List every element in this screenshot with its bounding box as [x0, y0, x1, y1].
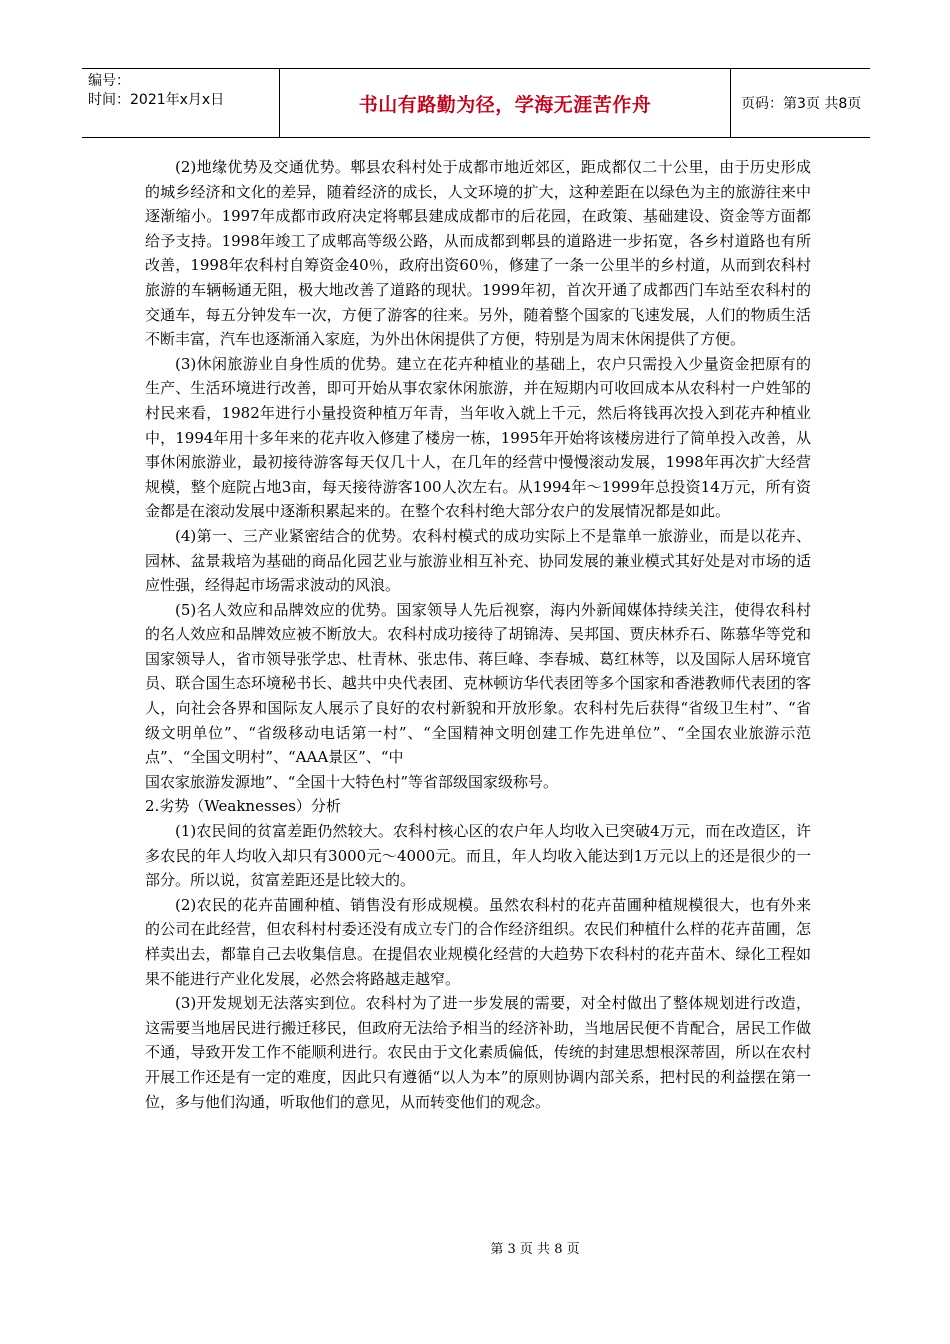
section-heading-weaknesses: 2.劣势（Weaknesses）分析 [145, 797, 341, 816]
paragraph-leisure-tourism: (3)休闲旅游业自身性质的优势。建立在花卉种植业的基础上，农户只需投入少量资金把原有的生产、生活环境进行改善，即可开始从事农家休闲旅游，并在短期内可收回成本从农科村一户姓邹的村民来看，1982年进行小量投资种植万年青，当年收入就上千元，然后将钱再次投入到花卉种植业中，1994年用十多年来的花卉收入修建了楼房一栋，1995年开始将该楼房进行了简单投入改善，从事休闲旅游业，最初接待游客每天仅几十人，在几年的经营中慢慢滚动发展，1998年再次扩大经营规模，整个庭院占地3亩，每天接待游客100人次左右。从1994年～1999年总投资14万元，所有资金都是在滚动发展中逐渐积累起来的。在整个农科村绝大部分农户的发展情况都是如此。 [145, 354, 811, 521]
paragraph-planning: (3)开发规划无法落实到位。农科村为了进一步发展的需要，对全村做出了整体规划进行改造，这需要当地居民进行搬迁移民，但政府无法给予相当的经济补助，当地居民便不肯配合，居民工作做不通，导致开发工作不能顺利进行。农民由于文化素质偏低，传统的封建思想根深蒂固，所以在农村开展工作还是有一定的难度，因此只有遵循“以人为本”的原则协调内部关系，把村民的利益摆在第一位，多与他们沟通，听取他们的意见，从而转变他们的观念。 [145, 994, 811, 1111]
paragraph-no-scale: (2)农民的花卉苗圃种植、销售没有形成规模。虽然农科村的花卉苗圃种植规模很大，也有外来的公司在此经营，但农科村村委还没有成立专门的合作经济组织。农民们种植什么样的花卉苗圃，怎样卖出去，都靠自己去收集信息。在提倡农业规模化经营的大趋势下农科村的花卉苗木、绿化工程如果不能进行产业化发展，必然会将路越走越窄。 [145, 895, 811, 988]
paragraph-celebrity-effect-cont: 国农家旅游发源地”、“全国十大特色村”等省部级国家级称号。 [145, 772, 559, 791]
document-date: 时间：2021年x月x日 [88, 92, 225, 108]
footer-page-number: 第 3 页 共 8 页 [490, 1242, 580, 1257]
paragraph-geo-transport: (2)地缘优势及交通优势。郫县农科村处于成都市地近郊区，距成都仅二十公里，由于历史形成的城乡经济和文化的差异，随着经济的成长，人文环境的扩大，这种差距在以绿色为主的旅游往来中逐渐缩小。1997年成都市政府决定将郫县建成成都市的后花园，在政策、基础建设、资金等方面都给予支持。1998年竣工了成郫高等级公路，从而成都到郫县的道路进一步拓宽，各乡村道路也有所改善，1998年农科村自筹资金40％，政府出资60％，修建了一条一公里半的乡村道，从而到农科村旅游的车辆畅通无阻，极大地改善了道路的现状。1999年初，首次开通了成都西门车站至农科村的交通车，每五分钟发车一次，方便了游客的往来。另外，随着整个国家的飞速发展，人们的物质生活不断丰富，汽车也逐渐涌入家庭，为外出休闲提供了方便，特别是为周末休闲提供了方便。 [145, 158, 811, 349]
header-meta [82, 69, 280, 137]
paragraph-income-gap: (1)农民间的贫富差距仍然较大。农科村核心区的农户年人均收入已突破4万元，而在改造区，许多农民的年人均收入却只有3000元～4000元。而且，年人均收入能达到1万元以上的还是很少的一部分。所以说，贫富差距还是比较大的。 [145, 822, 811, 890]
page-header [82, 68, 870, 138]
paragraph-celebrity-effect: (5)名人效应和品牌效应的优势。国家领导人先后视察，海内外新闻媒体持续关注，使得农科村的名人效应和品牌效应被不断放大。农科村成功接待了胡锦涛、吴邦国、贾庆林乔石、陈慕华等党和国家领导人，省市领导张学忠、杜青林、张忠伟、蒋巨峰、李春城、葛红林等，以及国际人居环境官员、联合国生态环境秘书长、越共中央代表团、克林顿访华代表团等多个国家和香港教师代表团的客人，向社会各界和国际友人展示了良好的农村新貌和开放形象。农科村先后获得“省级卫生村”、“省级文明单位”、“省级移动电话第一村”、“全国精神文明创建工作先进单位”、“全国农业旅游示范点”、“全国文明村”、“AAA景区”、“中 [145, 600, 811, 767]
page-info-text: 页码：第3页 共8页 [741, 96, 862, 112]
page-footer [0, 1238, 950, 1257]
header-page-info [731, 69, 870, 137]
header-motto: 书山有路勤为径，学海无涯苦作舟 [358, 93, 652, 116]
paragraph-industry-integration: (4)第一、三产业紧密结合的优势。农科村模式的成功实际上不是靠单一旅游业，而是以花卉、园林、盆景栽培为基础的商品化园艺业与旅游业相互补充、协同发展的兼业模式其好处是对市场的适应性强，经得起市场需求波动的风浪。 [145, 526, 811, 595]
header-motto-cell [280, 69, 731, 137]
document-body [145, 155, 811, 1114]
document-number-label: 编号： [88, 73, 130, 89]
